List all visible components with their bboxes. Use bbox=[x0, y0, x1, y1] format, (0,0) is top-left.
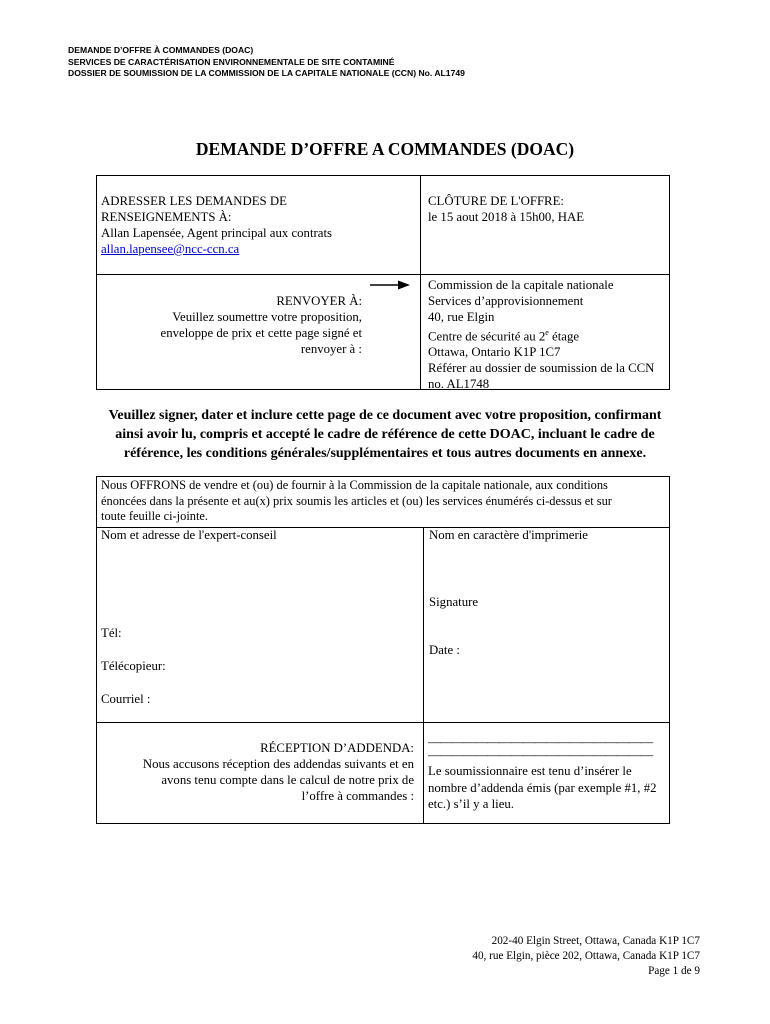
print-name-label: Nom en caractère d'imprimerie bbox=[429, 528, 588, 542]
addenda-blank-line2[interactable]: ——————————————————— bbox=[428, 747, 653, 762]
address-line3: 40, rue Elgin bbox=[428, 310, 495, 324]
header-line-3: DOSSIER DE SOUMISSION DE LA COMMISSION DE LA CAPITALE NATIONALE (CCN) No. AL1749 bbox=[68, 68, 465, 78]
instruction-line1: Veuillez signer, dater et inclure cette page de ce document avec votre proposition, confirmant bbox=[108, 408, 662, 423]
address-line6: Référer au dossier de soumission de la CCN bbox=[428, 361, 655, 376]
address-line2: Services d’approvisionnement bbox=[428, 294, 584, 308]
arrow-right-icon bbox=[370, 279, 410, 291]
signature-label: Signature bbox=[429, 595, 479, 609]
contact-box-divider-h bbox=[96, 274, 670, 275]
return-address-block bbox=[428, 277, 654, 392]
offer-statement bbox=[101, 478, 612, 525]
page-title: DEMANDE D’OFFRE A COMMANDES (DOAC) bbox=[195, 139, 575, 159]
addenda-line2: avons tenu compte dans le calcul de notre prix de bbox=[161, 773, 414, 787]
instruction-line2: ainsi avoir lu, compris et accepté le cadre de référence de cette DOAC, incluant le cadre de bbox=[115, 427, 655, 442]
offer-divider-h2 bbox=[96, 722, 670, 723]
addenda-line3: l’offre à commandes : bbox=[301, 789, 414, 803]
address-line4: Centre de sécurité au 2e étage bbox=[428, 328, 580, 344]
addenda-label: RÉCEPTION D’ADDENDA: bbox=[260, 741, 414, 755]
instruction-paragraph bbox=[70, 406, 700, 463]
return-instruction-line3: renvoyer à : bbox=[300, 342, 362, 356]
footer-address-en: 202-40 Elgin Street, Ottawa, Canada K1P 1C7 bbox=[491, 935, 700, 947]
addenda-entry-block bbox=[428, 734, 657, 813]
fax-label: Télécopieur: bbox=[101, 659, 166, 673]
header-line-2: SERVICES DE CARACTÉRISATION ENVIRONNEMENTALE DE SITE CONTAMINÉ bbox=[68, 56, 395, 67]
addenda-note-line1: Le soumissionnaire est tenu d’insérer le bbox=[428, 764, 632, 778]
tel-label: Tél: bbox=[101, 626, 122, 640]
email-label: Courriel : bbox=[101, 692, 151, 706]
date-label: Date : bbox=[429, 643, 460, 657]
return-block bbox=[100, 293, 362, 357]
return-instruction-line1: Veuillez soumettre votre proposition, bbox=[172, 310, 362, 324]
page-number: Page 1 de 9 bbox=[648, 965, 700, 977]
closing-block bbox=[428, 193, 584, 225]
addenda-block bbox=[100, 740, 414, 804]
consultant-label: Nom et adresse de l'expert-conseil bbox=[101, 528, 277, 542]
closing-date: le 15 aout 2018 à 15h00, HAE bbox=[428, 210, 585, 224]
document-header bbox=[68, 45, 465, 80]
contact-name: Allan Lapensée, Agent principal aux contrats bbox=[101, 226, 332, 240]
return-label: RENVOYER À: bbox=[276, 294, 362, 308]
offer-divider-v bbox=[423, 527, 424, 824]
address-line1: Commission de la capitale nationale bbox=[428, 278, 614, 292]
header-line-1: DEMANDE D’OFFRE À COMMANDES (DOAC) bbox=[68, 45, 254, 55]
address-line5: Ottawa, Ontario K1P 1C7 bbox=[428, 345, 561, 360]
contact-box-divider-v bbox=[420, 175, 421, 390]
addenda-line1: Nous accusons réception des addendas suivants et en bbox=[142, 757, 414, 771]
contact-email-link[interactable]: allan.lapensee@ncc-ccn.ca bbox=[101, 242, 240, 256]
addenda-blank-line1[interactable]: ——————————————————— bbox=[428, 735, 653, 749]
inquiries-label-line2: RENSEIGNEMENTS À: bbox=[101, 210, 232, 224]
offer-line2: énoncées dans la présente et au(x) prix soumis les articles et (ou) les services énumérés ci-dessus et sur bbox=[101, 493, 612, 508]
addenda-note-line2: nombre d’addenda émis (par exemple #1, #2 bbox=[428, 780, 657, 795]
inquiries-label-line1: ADRESSER LES DEMANDES DE bbox=[101, 194, 287, 208]
offer-line1: Nous OFFRONS de vendre et (ou) de fournir à la Commission de la capitale nationale, aux conditions bbox=[101, 478, 608, 492]
instruction-line3: référence, les conditions générales/supplémentaires et tous autres documents en annexe. bbox=[123, 446, 647, 461]
footer-address-fr: 40, rue Elgin, pièce 202, Ottawa, Canada K1P 1C7 bbox=[472, 950, 700, 962]
closing-label: CLÔTURE DE L'OFFRE: bbox=[428, 194, 564, 208]
page-footer bbox=[472, 934, 700, 979]
return-instruction-line2: enveloppe de prix et cette page signé et bbox=[160, 326, 362, 340]
address-line7: no. AL1748 bbox=[428, 377, 490, 392]
offer-line3: toute feuille ci-jointe. bbox=[101, 509, 209, 523]
inquiries-block bbox=[101, 193, 332, 257]
addenda-note-line3: etc.) s’il y a lieu. bbox=[428, 797, 514, 811]
